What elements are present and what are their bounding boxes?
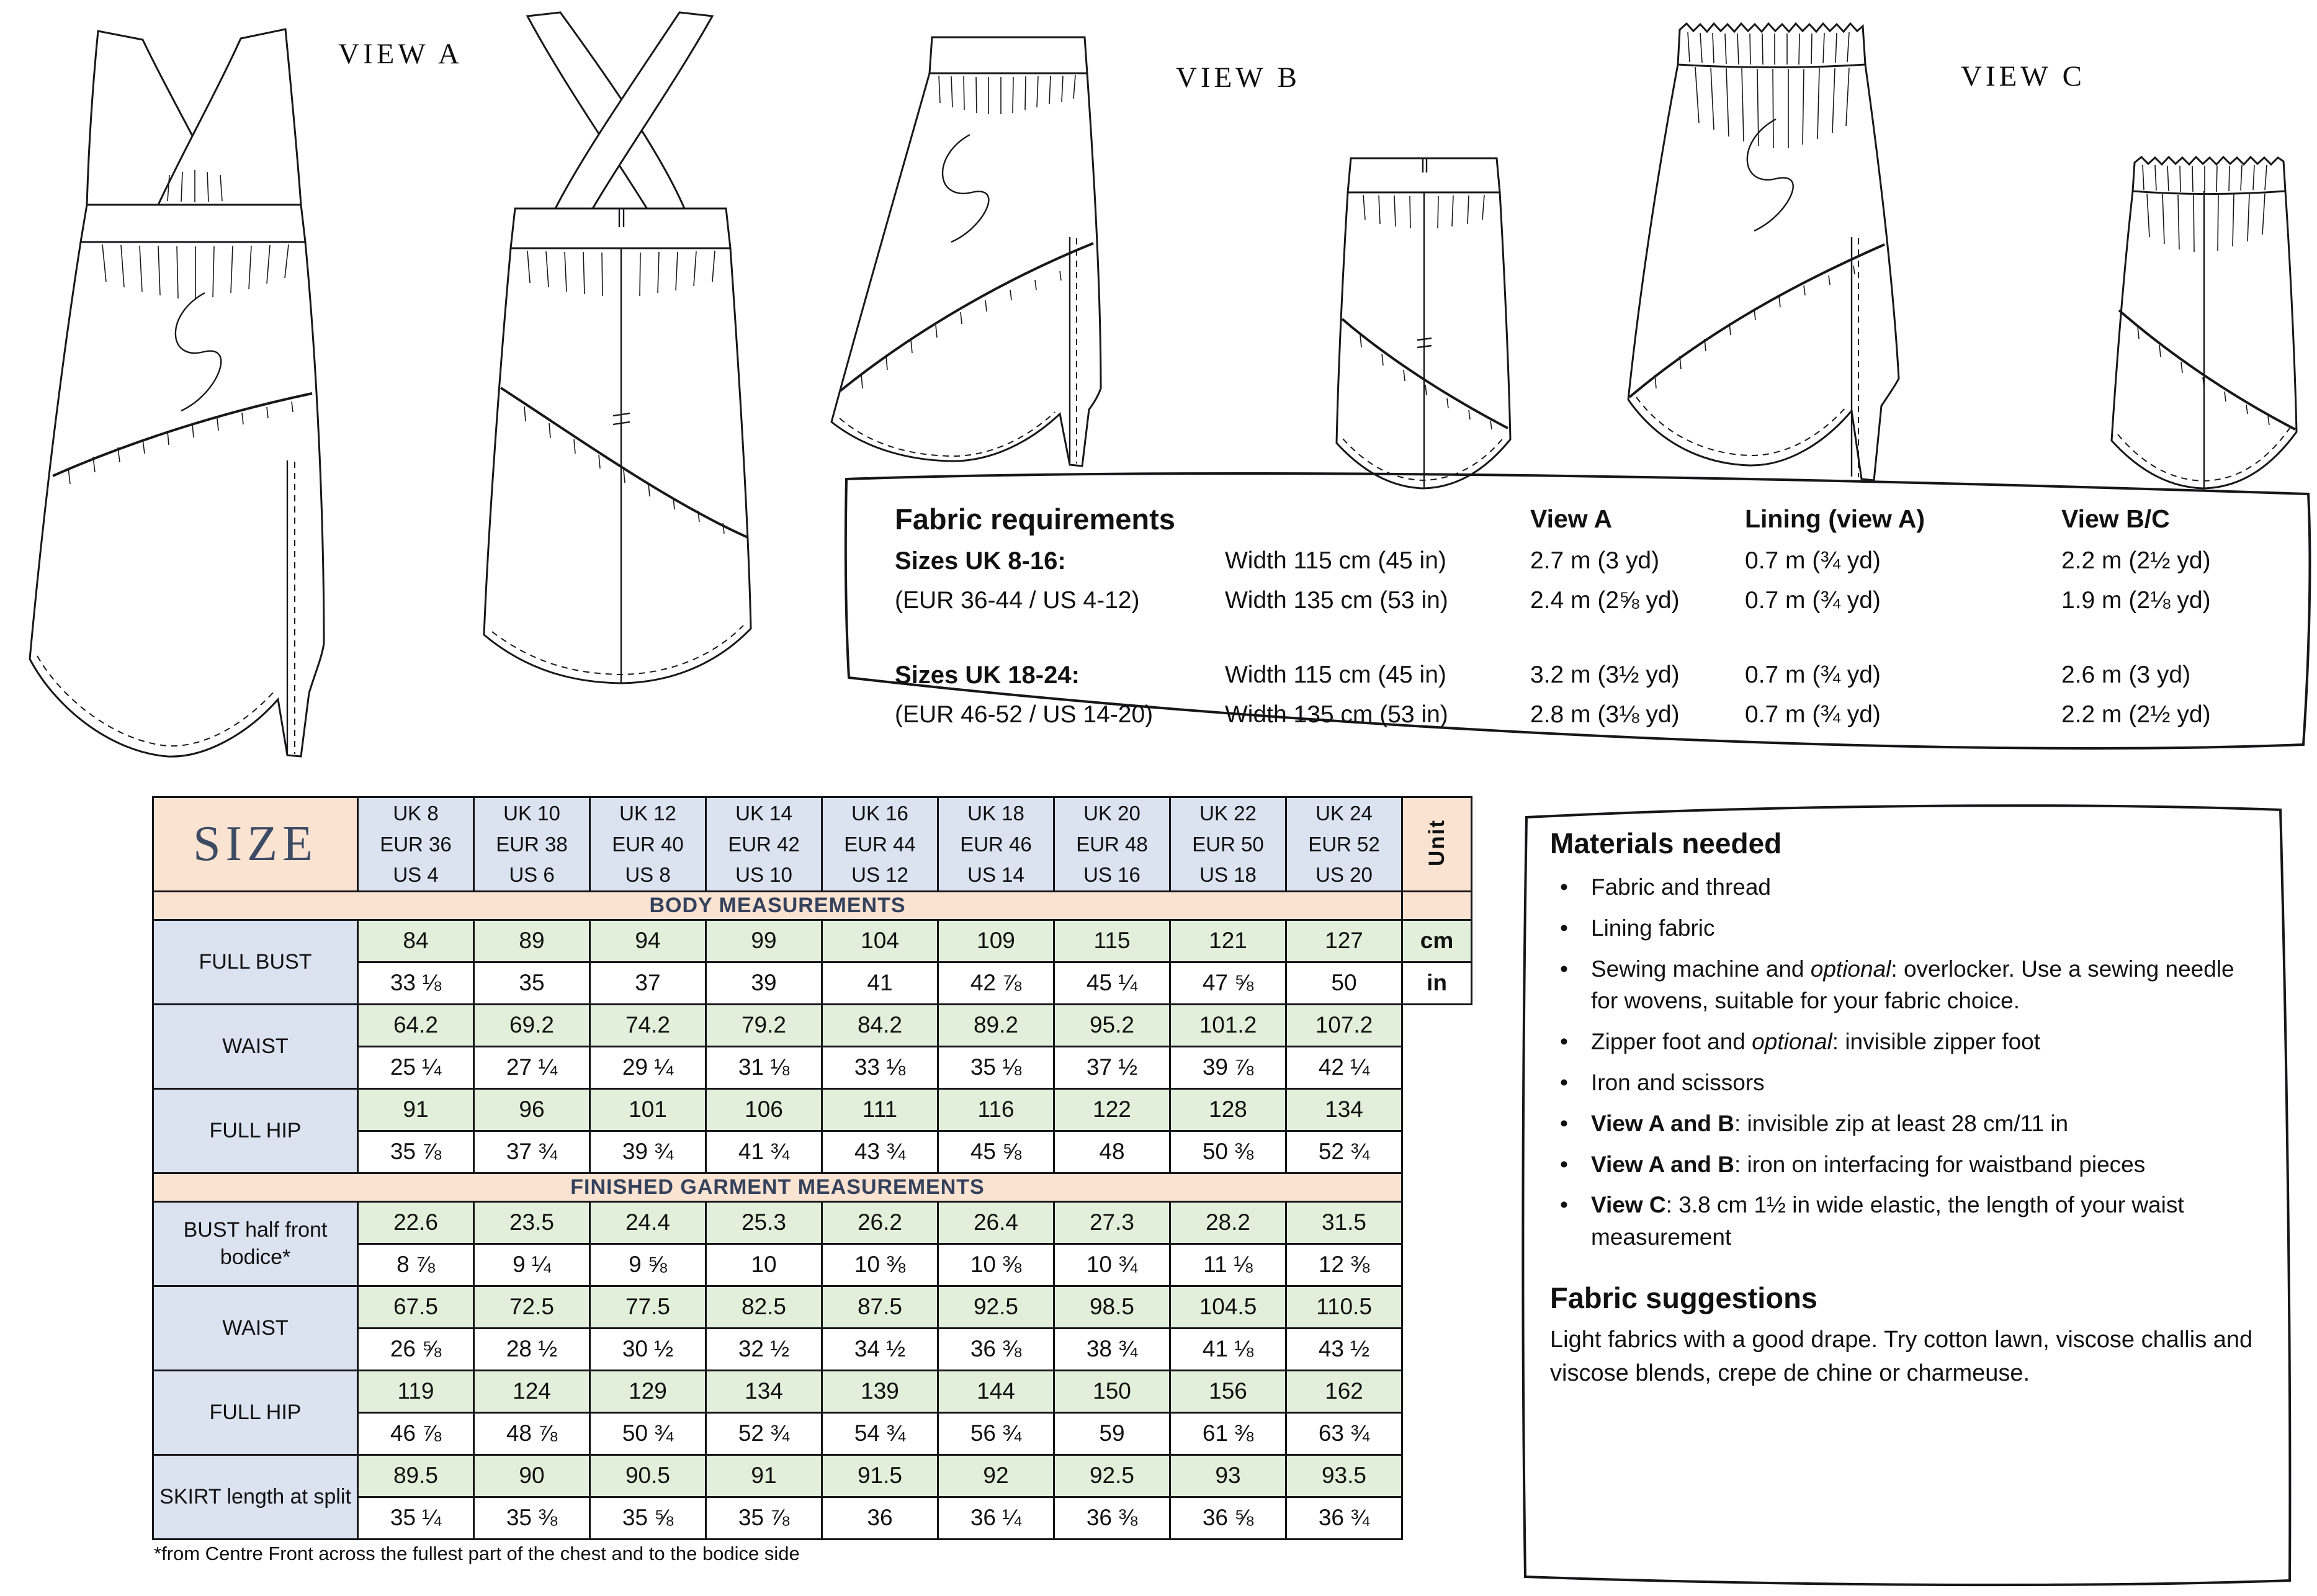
table-cell: 54 ¾: [822, 1412, 938, 1455]
table-footnote: *from Centre Front across the fullest part of the chest and to the bodice side: [154, 1543, 800, 1564]
table-cell: 104: [822, 920, 938, 962]
view-c-label: VIEW C: [1961, 60, 2086, 92]
table-cell: 31 ⅛: [706, 1046, 822, 1088]
table-cell: 46 ⅞: [358, 1412, 474, 1455]
table-cell: 134: [706, 1370, 822, 1412]
table-cell: 35 ⅜: [474, 1497, 590, 1539]
ghost-cell: [1402, 1131, 1472, 1173]
table-cell: 9 ⅝: [590, 1244, 706, 1286]
table-cell: 52 ¾: [706, 1412, 822, 1455]
table-cell: 93: [1170, 1455, 1286, 1497]
table-cell: 33 ⅛: [358, 962, 474, 1004]
list-item: • Lining fabric: [1550, 912, 2267, 944]
table-cell: 64.2: [358, 1004, 474, 1046]
yardage-view-a: 2.7 m (3 yd): [1530, 547, 1660, 574]
fabric-requirements-title: Fabric requirements: [895, 502, 1175, 536]
table-cell: 101.2: [1170, 1004, 1286, 1046]
table-cell: 69.2: [474, 1004, 590, 1046]
table-cell: 92: [938, 1455, 1054, 1497]
size-col-header: UK 16 EUR 44 US 12: [822, 797, 938, 892]
table-cell: 12 ⅜: [1286, 1244, 1402, 1286]
table-cell: 36 ¼: [938, 1497, 1054, 1539]
table-cell: 111: [822, 1088, 938, 1131]
table-cell: 91: [358, 1088, 474, 1131]
body-measurements-band: BODY MEASUREMENTS: [153, 891, 1472, 920]
ghost-cell: [1402, 1173, 1472, 1201]
ghost-cell: [1402, 1286, 1472, 1328]
table-cell: 107.2: [1286, 1004, 1402, 1046]
table-cell: 10 ¾: [1054, 1244, 1170, 1286]
table-cell: 96: [474, 1088, 590, 1131]
table-cell: 36 ⅝: [1170, 1497, 1286, 1539]
table-cell: 59: [1054, 1412, 1170, 1455]
view-a-back-drawing: [468, 11, 773, 688]
table-row-bust-half-cm: [153, 1201, 1472, 1244]
col-header-lining: Lining (view A): [1745, 504, 1925, 533]
view-c-front-drawing: [1621, 20, 1947, 491]
table-cell: 50 ¾: [590, 1412, 706, 1455]
ghost-cell: [1402, 1046, 1472, 1088]
table-cell: 127: [1286, 920, 1402, 962]
ghost-cell: [1402, 1412, 1472, 1455]
table-cell: 45 ¼: [1054, 962, 1170, 1004]
table-cell: 91.5: [822, 1455, 938, 1497]
size-group-sublabel: (EUR 36-44 / US 4-12): [895, 587, 1140, 614]
table-cell: 77.5: [590, 1286, 706, 1328]
table-cell: 32 ½: [706, 1328, 822, 1370]
table-cell: 156: [1170, 1370, 1286, 1412]
table-cell: 9 ¼: [474, 1244, 590, 1286]
fabric-width: Width 135 cm (53 in): [1225, 587, 1448, 614]
row-label: FULL HIP: [153, 1370, 358, 1455]
size-group-label: Sizes UK 18-24:: [895, 661, 1080, 689]
size-col-header: UK 8 EUR 36 US 4: [358, 797, 474, 892]
view-a-front-drawing: [19, 14, 326, 780]
table-cell: 36 ⅜: [938, 1328, 1054, 1370]
size-group-label: Sizes UK 8-16:: [895, 547, 1066, 575]
table-cell: 122: [1054, 1088, 1170, 1131]
table-cell: 33 ⅛: [822, 1046, 938, 1088]
ghost-cell: [1402, 1004, 1472, 1046]
table-cell: 41 ⅛: [1170, 1328, 1286, 1370]
table-cell: 134: [1286, 1088, 1402, 1131]
table-cell: 139: [822, 1370, 938, 1412]
table-cell: 98.5: [1054, 1286, 1170, 1328]
list-item: • View A and B: iron on interfacing for waistband pieces: [1550, 1149, 2267, 1181]
view-b-label: VIEW B: [1176, 61, 1301, 94]
table-cell: 11 ⅛: [1170, 1244, 1286, 1286]
fabric-requirements: [895, 496, 2297, 735]
table-cell: 36: [822, 1497, 938, 1539]
size-col-header: UK 10 EUR 38 US 6: [474, 797, 590, 892]
table-cell: 35 ⅞: [358, 1131, 474, 1173]
finished-garment-band: FINISHED GARMENT MEASUREMENTS: [153, 1173, 1472, 1201]
table-cell: 39: [706, 962, 822, 1004]
view-c-back-drawing: [2100, 154, 2299, 492]
yardage-view-a: 2.4 m (2⅝ yd): [1530, 587, 1680, 614]
view-a-label: VIEW A: [338, 38, 463, 70]
size-col-header: UK 12 EUR 40 US 8: [590, 797, 706, 892]
ghost-cell: [1402, 1328, 1472, 1370]
table-cell: 43 ¾: [822, 1131, 938, 1173]
list-item: • Sewing machine and optional: overlocker. Use a sewing needle for wovens, suitable for your fabric choice.: [1550, 953, 2267, 1018]
table-row-skirt-length-cm: [153, 1455, 1472, 1497]
table-row-full-hip-cm: [153, 1088, 1472, 1131]
table-cell: 28 ½: [474, 1328, 590, 1370]
table-cell: 116: [938, 1088, 1054, 1131]
table-cell: 90: [474, 1455, 590, 1497]
size-table: [152, 796, 1472, 1540]
table-cell: 109: [938, 920, 1054, 962]
table-cell: 22.6: [358, 1201, 474, 1244]
table-cell: 35 ⅛: [938, 1046, 1054, 1088]
size-group-sublabel: (EUR 46-52 / US 14-20): [895, 701, 1154, 728]
table-cell: 36 ¾: [1286, 1497, 1402, 1539]
list-item: • Zipper foot and optional: invisible zipper foot: [1550, 1026, 2267, 1058]
table-cell: 106: [706, 1088, 822, 1131]
table-cell: 36 ⅜: [1054, 1497, 1170, 1539]
table-cell: 10 ⅜: [938, 1244, 1054, 1286]
table-cell: 10 ⅜: [822, 1244, 938, 1286]
table-cell: 39 ⅞: [1170, 1046, 1286, 1088]
table-row-waist-finished-cm: [153, 1286, 1472, 1328]
table-cell: 63 ¾: [1286, 1412, 1402, 1455]
table-cell: 8 ⅞: [358, 1244, 474, 1286]
size-col-header: UK 18 EUR 46 US 14: [938, 797, 1054, 892]
materials-title: Materials needed: [1550, 827, 1782, 859]
table-cell: 24.4: [590, 1201, 706, 1244]
table-cell: 47 ⅝: [1170, 962, 1286, 1004]
yardage-view-a: 3.2 m (3½ yd): [1530, 661, 1680, 688]
table-cell: 35 ⅝: [590, 1497, 706, 1539]
row-label: WAIST: [153, 1004, 358, 1088]
fabric-suggestions-title: Fabric suggestions: [1550, 1281, 1817, 1314]
col-header-view-a: View A: [1530, 504, 1613, 533]
table-cell: 42 ¼: [1286, 1046, 1402, 1088]
materials-needed: [1550, 827, 2267, 1391]
table-cell: 79.2: [706, 1004, 822, 1046]
table-cell: 26.4: [938, 1201, 1054, 1244]
table-cell: 72.5: [474, 1286, 590, 1328]
table-cell: 28.2: [1170, 1201, 1286, 1244]
table-cell: 121: [1170, 920, 1286, 962]
table-cell: 50 ⅜: [1170, 1131, 1286, 1173]
list-item: • View A and B: invisible zip at least 28 cm/11 in: [1550, 1108, 2267, 1140]
table-cell: 144: [938, 1370, 1054, 1412]
fabric-width: Width 115 cm (45 in): [1225, 661, 1446, 688]
size-col-header: UK 20 EUR 48 US 16: [1054, 797, 1170, 892]
ghost-cell: [1402, 1455, 1472, 1497]
table-cell: 129: [590, 1370, 706, 1412]
yardage-view-bc: 2.2 m (2½ yd): [2061, 701, 2211, 728]
yardage-view-a: 2.8 m (3⅛ yd): [1530, 701, 1680, 728]
yardage-lining: 0.7 m (¾ yd): [1745, 701, 1881, 728]
yardage-view-bc: 2.2 m (2½ yd): [2061, 547, 2211, 574]
table-cell: 50: [1286, 962, 1402, 1004]
table-cell: 31.5: [1286, 1201, 1402, 1244]
table-cell: 115: [1054, 920, 1170, 962]
ghost-cell: [1402, 1201, 1472, 1244]
fabric-width: Width 135 cm (53 in): [1225, 701, 1448, 728]
table-cell: 124: [474, 1370, 590, 1412]
col-header-view-bc: View B/C: [2061, 504, 2170, 533]
table-cell: 26 ⅝: [358, 1328, 474, 1370]
table-cell: 35 ⅞: [706, 1497, 822, 1539]
row-label: FULL HIP: [153, 1088, 358, 1173]
ghost-cell: [1402, 1497, 1472, 1539]
row-label: FULL BUST: [153, 920, 358, 1004]
table-cell: 89: [474, 920, 590, 962]
table-cell: 95.2: [1054, 1004, 1170, 1046]
table-cell: 35 ¼: [358, 1497, 474, 1539]
table-cell: 10: [706, 1244, 822, 1286]
table-cell: 37 ¾: [474, 1131, 590, 1173]
table-cell: 41 ¾: [706, 1131, 822, 1173]
table-cell: 74.2: [590, 1004, 706, 1046]
table-row-full-bust-cm: [153, 920, 1472, 962]
table-cell: 37: [590, 962, 706, 1004]
table-cell: 82.5: [706, 1286, 822, 1328]
view-b-back-drawing: [1335, 156, 1512, 491]
yardage-lining: 0.7 m (¾ yd): [1745, 661, 1881, 688]
table-cell: 91: [706, 1455, 822, 1497]
list-item: • Fabric and thread: [1550, 871, 2267, 903]
unit-in: in: [1402, 962, 1472, 1004]
yardage-lining: 0.7 m (¾ yd): [1745, 587, 1881, 614]
table-cell: 89.5: [358, 1455, 474, 1497]
table-cell: 45 ⅝: [938, 1131, 1054, 1173]
table-cell: 87.5: [822, 1286, 938, 1328]
table-cell: 25 ¼: [358, 1046, 474, 1088]
table-row-waist-cm: [153, 1004, 1472, 1046]
table-cell: 48 ⅞: [474, 1412, 590, 1455]
list-item: • Iron and scissors: [1550, 1067, 2267, 1099]
table-cell: 29 ¼: [590, 1046, 706, 1088]
size-col-header: UK 22 EUR 50 US 18: [1170, 797, 1286, 892]
row-label: WAIST: [153, 1286, 358, 1370]
table-cell: 101: [590, 1088, 706, 1131]
table-cell: 27 ¼: [474, 1046, 590, 1088]
materials-list: [1550, 871, 2267, 1253]
table-cell: 42 ⅞: [938, 962, 1054, 1004]
row-label: BUST half front bodice*: [153, 1201, 358, 1286]
table-cell: 93.5: [1286, 1455, 1402, 1497]
table-cell: 23.5: [474, 1201, 590, 1244]
table-cell: 84.2: [822, 1004, 938, 1046]
table-cell: 94: [590, 920, 706, 962]
list-item: • View C: 3.8 cm 1½ in wide elastic, the length of your waist measurement: [1550, 1189, 2267, 1253]
ghost-cell: [1402, 1370, 1472, 1412]
yardage-lining: 0.7 m (¾ yd): [1745, 547, 1881, 574]
ghost-cell: [1402, 1088, 1472, 1131]
table-cell: 56 ¾: [938, 1412, 1054, 1455]
unit-col-header: Unit: [1402, 797, 1472, 892]
table-cell: 39 ¾: [590, 1131, 706, 1173]
table-cell: 67.5: [358, 1286, 474, 1328]
yardage-view-bc: 2.6 m (3 yd): [2061, 661, 2191, 688]
table-cell: 128: [1170, 1088, 1286, 1131]
table-cell: 99: [706, 920, 822, 962]
table-cell: 89.2: [938, 1004, 1054, 1046]
table-cell: 27.3: [1054, 1201, 1170, 1244]
table-cell: 92.5: [938, 1286, 1054, 1328]
fabric-suggestions-text: Light fabrics with a good drape. Try cotton lawn, viscose challis and viscose blends, crepe de chine or charmeuse.: [1550, 1326, 2253, 1386]
table-cell: 35: [474, 962, 590, 1004]
unit-cm: cm: [1402, 920, 1472, 962]
band-spacer: [1402, 891, 1472, 920]
table-cell: 52 ¾: [1286, 1131, 1402, 1173]
table-cell: 26.2: [822, 1201, 938, 1244]
fabric-width: Width 115 cm (45 in): [1225, 547, 1446, 574]
size-col-header: UK 24 EUR 52 US 20: [1286, 797, 1402, 892]
table-cell: 48: [1054, 1131, 1170, 1173]
table-cell: 61 ⅜: [1170, 1412, 1286, 1455]
table-cell: 37 ½: [1054, 1046, 1170, 1088]
table-cell: 104.5: [1170, 1286, 1286, 1328]
ghost-cell: [1402, 1244, 1472, 1286]
table-cell: 162: [1286, 1370, 1402, 1412]
view-b-front-drawing: [824, 32, 1106, 470]
yardage-view-bc: 1.9 m (2⅛ yd): [2061, 587, 2211, 614]
table-cell: 90.5: [590, 1455, 706, 1497]
table-cell: 150: [1054, 1370, 1170, 1412]
table-cell: 119: [358, 1370, 474, 1412]
table-cell: 41: [822, 962, 938, 1004]
table-cell: 84: [358, 920, 474, 962]
table-cell: 25.3: [706, 1201, 822, 1244]
size-col-header: UK 14 EUR 42 US 10: [706, 797, 822, 892]
row-label: SKIRT length at split: [153, 1455, 358, 1539]
size-table-corner: SIZE: [153, 797, 358, 892]
table-cell: 38 ¾: [1054, 1328, 1170, 1370]
table-cell: 43 ½: [1286, 1328, 1402, 1370]
size-table-header-row: [153, 797, 1472, 892]
table-cell: 34 ½: [822, 1328, 938, 1370]
table-cell: 110.5: [1286, 1286, 1402, 1328]
table-row-full-hip-finished-cm: [153, 1370, 1472, 1412]
table-cell: 30 ½: [590, 1328, 706, 1370]
table-cell: 92.5: [1054, 1455, 1170, 1497]
